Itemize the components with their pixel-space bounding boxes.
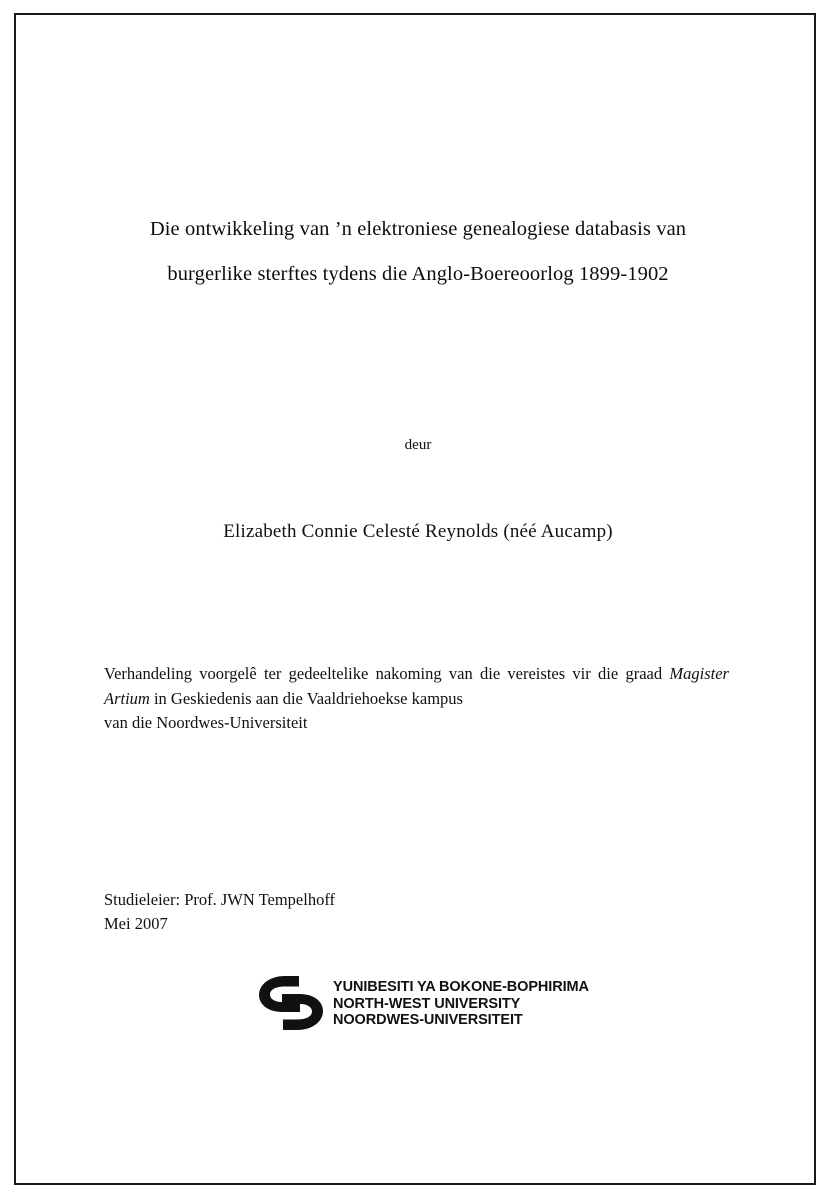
title-line-1: Die ontwikkeling van ’n elektroniese genealogiese databasis van — [149, 218, 687, 240]
university-logo-text — [333, 977, 589, 1029]
logo-text-line-1: YUNIBESITI YA BOKONE-BOPHIRIMA — [333, 979, 589, 996]
date-line: Mei 2007 — [104, 914, 168, 933]
logo-text-line-2: NORTH-WEST UNIVERSITY — [333, 995, 521, 1012]
statement-line-1: Verhandeling voorgelê ter gedeeltelike nakoming van die vereistes vir die — [104, 664, 619, 683]
degree-name: Magister Artium — [104, 664, 729, 708]
logo-text-line-3: NOORDWES-UNIVERSITEIT — [333, 1012, 523, 1029]
statement-line-3: van die Noordwes-Universiteit — [104, 713, 308, 732]
title-line-2: burgerlike sterftes tydens die Anglo-Boereoorlog 1899-1902 — [167, 263, 669, 285]
statement-line-2-suffix: in Geskiedenis aan die Vaaldriehoekse kampus — [149, 688, 463, 708]
supervisor-line: Studieleier: Prof. JWN Tempelhoff — [104, 890, 336, 909]
statement-line-2-prefix: graad — [625, 664, 670, 683]
nwu-logo-icon — [255, 972, 327, 1034]
author-name: Elizabeth Connie Celesté Reynolds (néé Aucamp) — [223, 521, 613, 542]
author-prefix-label: deur — [404, 437, 432, 453]
page-title — [100, 207, 736, 297]
degree-statement — [104, 662, 729, 736]
university-logo — [255, 972, 589, 1034]
